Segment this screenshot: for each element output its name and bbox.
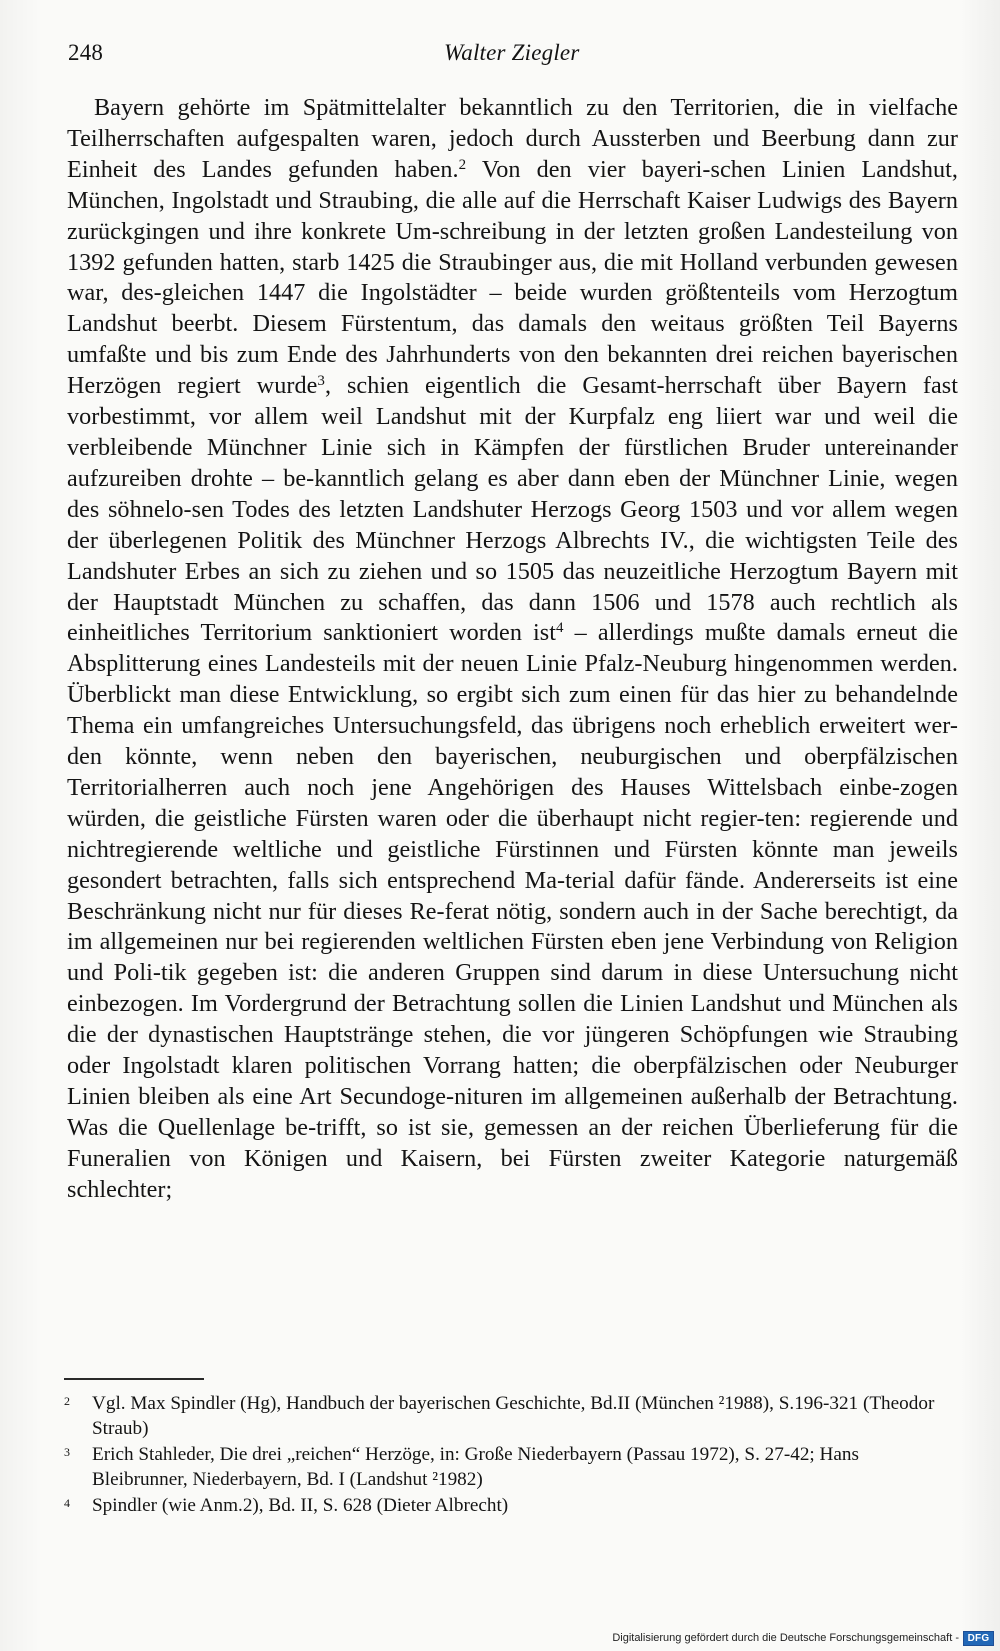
author-running-head: Walter Ziegler	[444, 40, 580, 65]
footnote-reference-2[interactable]: 2	[458, 156, 467, 173]
footnote-number: 3	[64, 1445, 70, 1460]
footnote-number: 4	[64, 1496, 70, 1511]
digitization-footer	[612, 1629, 994, 1647]
page-header	[68, 40, 596, 76]
funding-notice: Digitalisierung gefördert durch die Deutsche Forschungsgemeinschaft -	[612, 1632, 959, 1644]
body-text-part: Bayern gehörte im Spätmittelalter bekanntlich zu den Territorien, die in vielfache Teilherrschaften aufgespalten waren, jedoch durch Aussterben und Beerbung dann zur Einheit des Landes gefunden haben.	[67, 94, 958, 183]
body-text-part: Von den vier bayeri-schen Linien Landshut, München, Ingolstadt und Straubing, die alle auf die Herrschaft Kaiser Ludwigs des Bayern zurückgingen und ihre konkrete Um-schreibung in der letzten großen Landesteilung von 1392 gefunden hatten, starb 1425 die Straubinger aus, die mit Holland verbunden gewesen war, des-gleichen 1447 die Ingolstädter – beide wurden größtenteils vom Herzogtum Landshut beerbt. Diesem Fürstentum, das damals den weitaus größten Teil Bayerns umfaßte und bis zum Ende des Jahrhunderts von den bekannten drei reichen bayerischen Herzögen regiert wurde	[67, 155, 958, 400]
footnote-3	[64, 1443, 958, 1492]
footnote-text: Spindler (wie Anm.2), Bd. II, S. 628 (Dieter Albrecht)	[92, 1495, 509, 1517]
body-text-part: , schien eigentlich die Gesamt-herrschaft über Bayern fast vorbestimmt, vor allem weil Landshut mit der Kurpfalz eng liiert war und weil die verbleibende Münchner Linie sich in Kämpfen der fürstlichen Bruder untereinander aufzureiben drohte – be-kanntlich gelang es aber dann eben der Münchner Linie, wegen des söhnelo-sen Todes des letzten Landshuter Herzogs Georg 1503 und vor allem wegen der überlegenen Politik des Münchner Herzogs Albrechts IV., die wichtigsten Teile des Landshuter Erbes an sich zu ziehen und so 1505 das neuzeitliche Herzogtum Bayern mit der Hauptstadt München zu schaffen, das dann 1506 und 1578 auch rechtlich als einheitliches Territorium sanktioniert worden ist	[67, 372, 958, 647]
dfg-logo: DFG	[963, 1631, 994, 1646]
footnote-4	[64, 1494, 958, 1519]
main-paragraph	[67, 93, 958, 1206]
footnote-text: Vgl. Max Spindler (Hg), Handbuch der bayerischen Geschichte, Bd.II (München ²1988), S.196-321 (Theodor Straub)	[92, 1393, 935, 1439]
footnote-reference-4[interactable]: 4	[556, 620, 564, 637]
footnote-separator	[64, 1378, 204, 1380]
page-number: 248	[68, 40, 104, 65]
footnote-reference-3[interactable]: 3	[317, 373, 325, 390]
footnote-number: 2	[64, 1394, 70, 1408]
footnotes	[64, 1392, 958, 1521]
footnote-2	[64, 1392, 958, 1441]
body-text-part: – allerdings mußte damals erneut die Absplitterung eines Landesteils mit der neuen Linie Pfalz-Neuburg hingenommen werden. Überblickt man diese Entwicklung, so ergibt sich zum einen für das hier zu behandelnde Thema ein umfangreiches Untersuchungsfeld, das übrigens noch erheblich erweitert wer-den könnte, wenn neben den bayerischen, neuburgischen und oberpfälzischen Territorialherren auch noch jene Angehörigen des Hauses Wittelsbach einbe-zogen würden, die geistliche Fürsten waren oder die überhaupt nicht regier-ten: regierende und nichtregierende weltliche und geistliche Fürstinnen und Fürsten könnte man jeweils gesondert betrachten, falls sich entsprechend Ma-terial dafür fände. Andererseits ist eine Beschränkung nicht nur für dieses Re-ferat nötig, sondern auch in der Sache berechtigt, da im allgemeinen nur bei regierenden weltlichen Fürsten eben jene Verbindung von Religion und Poli-tik gegeben ist: die anderen Gruppen sind darum in diese Untersuchung nicht einbezogen. Im Vordergrund der Betrachtung sollen die Linien Landshut und München als die der dynastischen Hauptstränge stehen, die vor jüngeren Schöpfungen wie Straubing oder Ingolstadt klaren politischen Vorrang hatten; die oberpfälzischen oder Neuburger Linien bleiben als eine Art Secundoge-nituren im allgemeinen außerhalb der Betrachtung. Was die Quellenlage be-trifft, so ist sie, gemessen an der reichen Überlieferung für die Funeralien von Königen und Kaisern, bei Fürsten zweiter Kategorie naturgemäß schlechter;	[67, 619, 958, 1203]
footnote-text: Erich Stahleder, Die drei „reichen“ Herzöge, in: Große Niederbayern (Passau 1972), S. 27-42; Hans Bleibrunner, Niederbayern, Bd. I (Landshut ²1982)	[92, 1444, 859, 1490]
